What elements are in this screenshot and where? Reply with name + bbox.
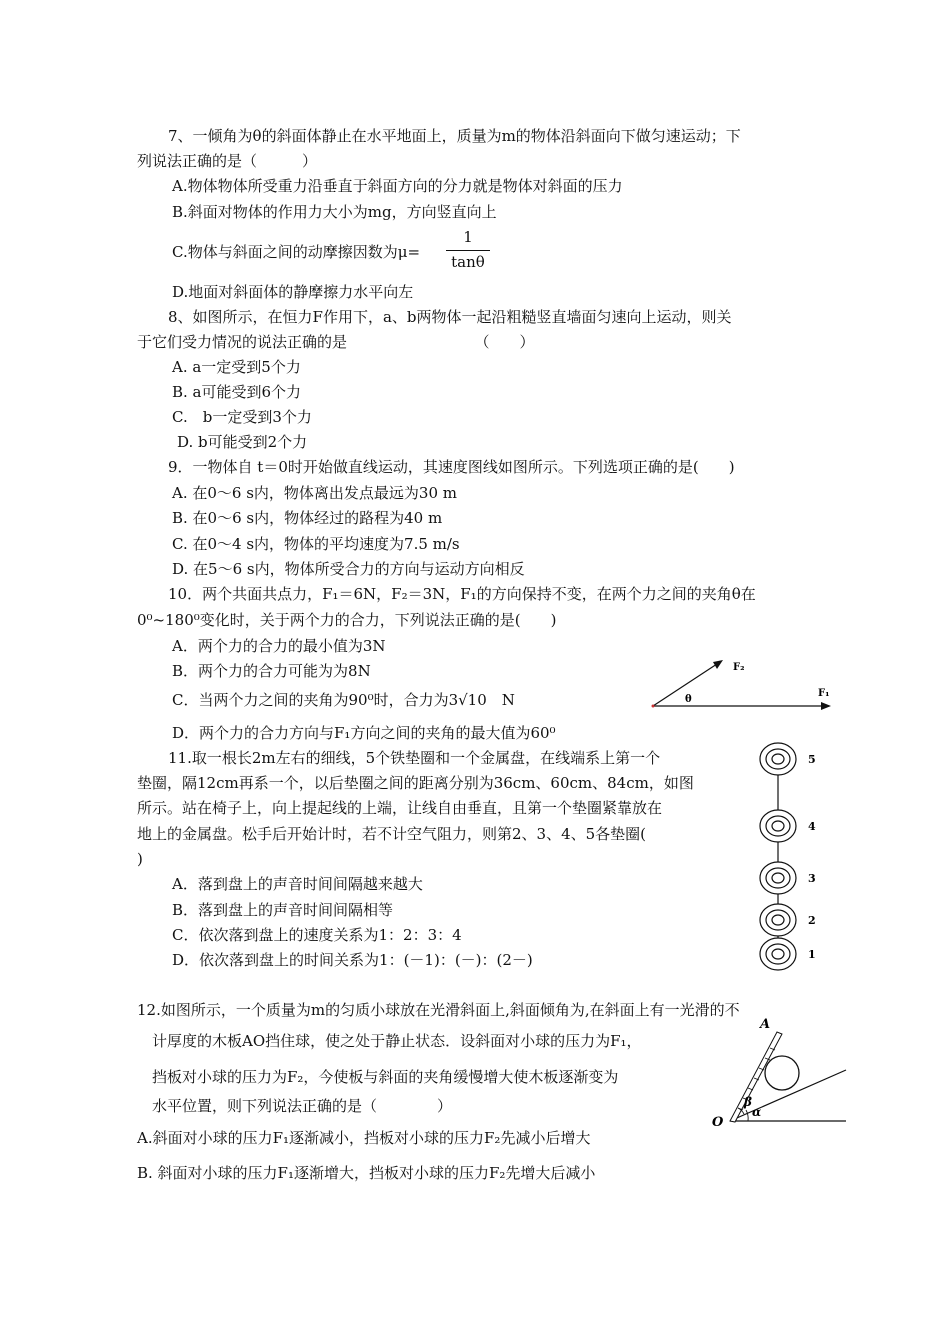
- q10-option-c: C．当两个力之间的夹角为90⁰时，合力为3√10 N: [172, 691, 515, 709]
- q10-option-b: B．两个力的合力可能为为8N: [172, 662, 371, 680]
- q11-washer-diagram: [752, 735, 824, 975]
- q12-option-b: B. 斜面对小球的压力F₁逐渐增大，挡板对小球的压力F₂先增大后减小: [137, 1164, 596, 1182]
- washer-3: [760, 862, 796, 894]
- f1-label: F₁: [818, 688, 830, 699]
- q10-force-diagram: [645, 652, 845, 716]
- q11-option-d: D．依次落到盘上的时间关系为1：(－1)：(－)：(2－): [172, 951, 533, 969]
- q8-option-c: C. b一定受到3个力: [172, 408, 312, 426]
- q11-stem-line2: 垫圈，隔12cm再系一个，以后垫圈之间的距离分别为36cm、60cm、84cm，如图: [137, 774, 694, 792]
- washer-4: [760, 810, 796, 842]
- q8-stem-line2: 于它们受力情况的说法正确的是 （ ）: [137, 333, 535, 351]
- q7-fraction-bar: [446, 250, 490, 251]
- q9-option-b: B. 在0～6 s内，物体经过的路程为40 m: [172, 509, 443, 527]
- q8-option-b: B. a可能受到6个力: [172, 383, 302, 401]
- washer-5: [760, 743, 796, 775]
- ball: [765, 1056, 799, 1090]
- q9-option-a: A. 在0～6 s内，物体离出发点最远为30 m: [172, 484, 458, 502]
- q7-stem-line1: 7、一倾角为θ的斜面体静止在水平地面上，质量为m的物体沿斜面向下做匀速运动；下: [168, 127, 741, 145]
- washer-label-3: 3: [808, 872, 816, 885]
- q7-option-b: B.斜面对物体的作用力大小为mg，方向竖直向上: [172, 203, 497, 221]
- q8-option-a: A. a一定受到5个力: [172, 358, 301, 376]
- q12-stem-line2: 计厚度的木板AO挡住球，使之处于静止状态．设斜面对小球的压力为F₁，: [152, 1032, 642, 1050]
- washer-label-2: 2: [808, 914, 816, 927]
- q11-option-a: A．落到盘上的声音时间间隔越来越大: [172, 875, 423, 893]
- theta-label: θ: [685, 694, 692, 705]
- q11-stem-line4: 地上的金属盘。松手后开始计时，若不计空气阻力，则第2、3、4、5各垫圈(: [137, 825, 647, 843]
- alpha-arc: [746, 1110, 748, 1121]
- washer-label-1: 1: [808, 948, 816, 961]
- q11-stem-line3: 所示。站在椅子上，向上提起线的上端，让线自由垂直，且第一个垫圈紧靠放在: [137, 799, 663, 817]
- q12-stem-line3: 挡板对小球的压力为F₂，今使板与斜面的夹角缓慢增大使木板逐渐变为: [152, 1068, 619, 1086]
- q11-stem-line1: 11.取一根长2m左右的细线，5个铁垫圈和一个金属盘，在线端系上第一个: [168, 749, 661, 767]
- beta-label: β: [744, 1095, 752, 1109]
- q7-option-c: C.物体与斜面之间的动摩擦因数为μ=: [172, 243, 421, 261]
- q9-option-c: C. 在0～4 s内，物体的平均速度为7.5 m/s: [172, 535, 460, 553]
- washer-1: [760, 938, 796, 970]
- washer-2: [760, 904, 796, 936]
- washer-label-5: 5: [808, 753, 816, 766]
- q10-stem-line2: 0⁰~180⁰变化时，关于两个力的合力，下列说法正确的是( ): [137, 611, 557, 629]
- point-o-label: O: [712, 1115, 724, 1128]
- f2-arrowhead: [713, 660, 723, 669]
- q9-stem: 9．一物体自 t＝0时开始做直线运动，其速度图线如图所示。下列选项正确的是( ): [168, 458, 735, 476]
- q11-option-c: C．依次落到盘上的速度关系为1：2：3：4: [172, 926, 462, 944]
- q7-stem-line2: 列说法正确的是（ ）: [137, 152, 318, 170]
- q10-stem-line1: 10．两个共面共点力，F₁＝6N，F₂＝3N，F₁的方向保持不变，在两个力之间的夹角θ在: [168, 585, 756, 603]
- q8-stem-line1: 8、如图所示，在恒力F作用下，a、b两物体一起沿粗糙竖直墙面匀速向上运动，则关: [168, 308, 732, 326]
- q12-stem-line1: 12.如图所示，一个质量为m的匀质小球放在光滑斜面上,斜面倾角为,在斜面上有一光滑的不: [137, 1001, 740, 1019]
- origin-point: [652, 705, 655, 708]
- q10-option-a: A．两个力的合力的最小值为3N: [172, 637, 386, 655]
- q10-option-d: D．两个力的合力方向与F₁方向之间的夹角的最大值为60⁰: [172, 724, 556, 742]
- q7-fraction-numerator: 1: [463, 228, 473, 246]
- q12-stem-line4: 水平位置，则下列说法正确的是（ ）: [152, 1097, 453, 1115]
- point-a-label: A: [760, 1018, 771, 1032]
- q9-option-d: D. 在5～6 s内，物体所受合力的方向与运动方向相反: [172, 560, 525, 578]
- q7-option-a: A.物体物体所受重力沿垂直于斜面方向的分力就是物体对斜面的压力: [172, 177, 623, 195]
- q12-option-a: A.斜面对小球的压力F₁逐渐减小，挡板对小球的压力F₂先减小后增大: [137, 1129, 591, 1147]
- q11-stem-line5: ): [137, 850, 143, 868]
- q11-option-b: B．落到盘上的声音时间间隔相等: [172, 901, 394, 919]
- q7-fraction-denominator: tanθ: [451, 253, 485, 271]
- f2-label: F₂: [733, 662, 745, 673]
- q7-option-d: D.地面对斜面体的静摩擦力水平向左: [172, 283, 414, 301]
- f1-arrowhead: [821, 702, 831, 710]
- alpha-label: α: [752, 1105, 762, 1119]
- q12-incline-diagram: [708, 1018, 850, 1128]
- washer-label-4: 4: [808, 820, 816, 833]
- q8-option-d: D. b可能受到2个力: [177, 433, 308, 451]
